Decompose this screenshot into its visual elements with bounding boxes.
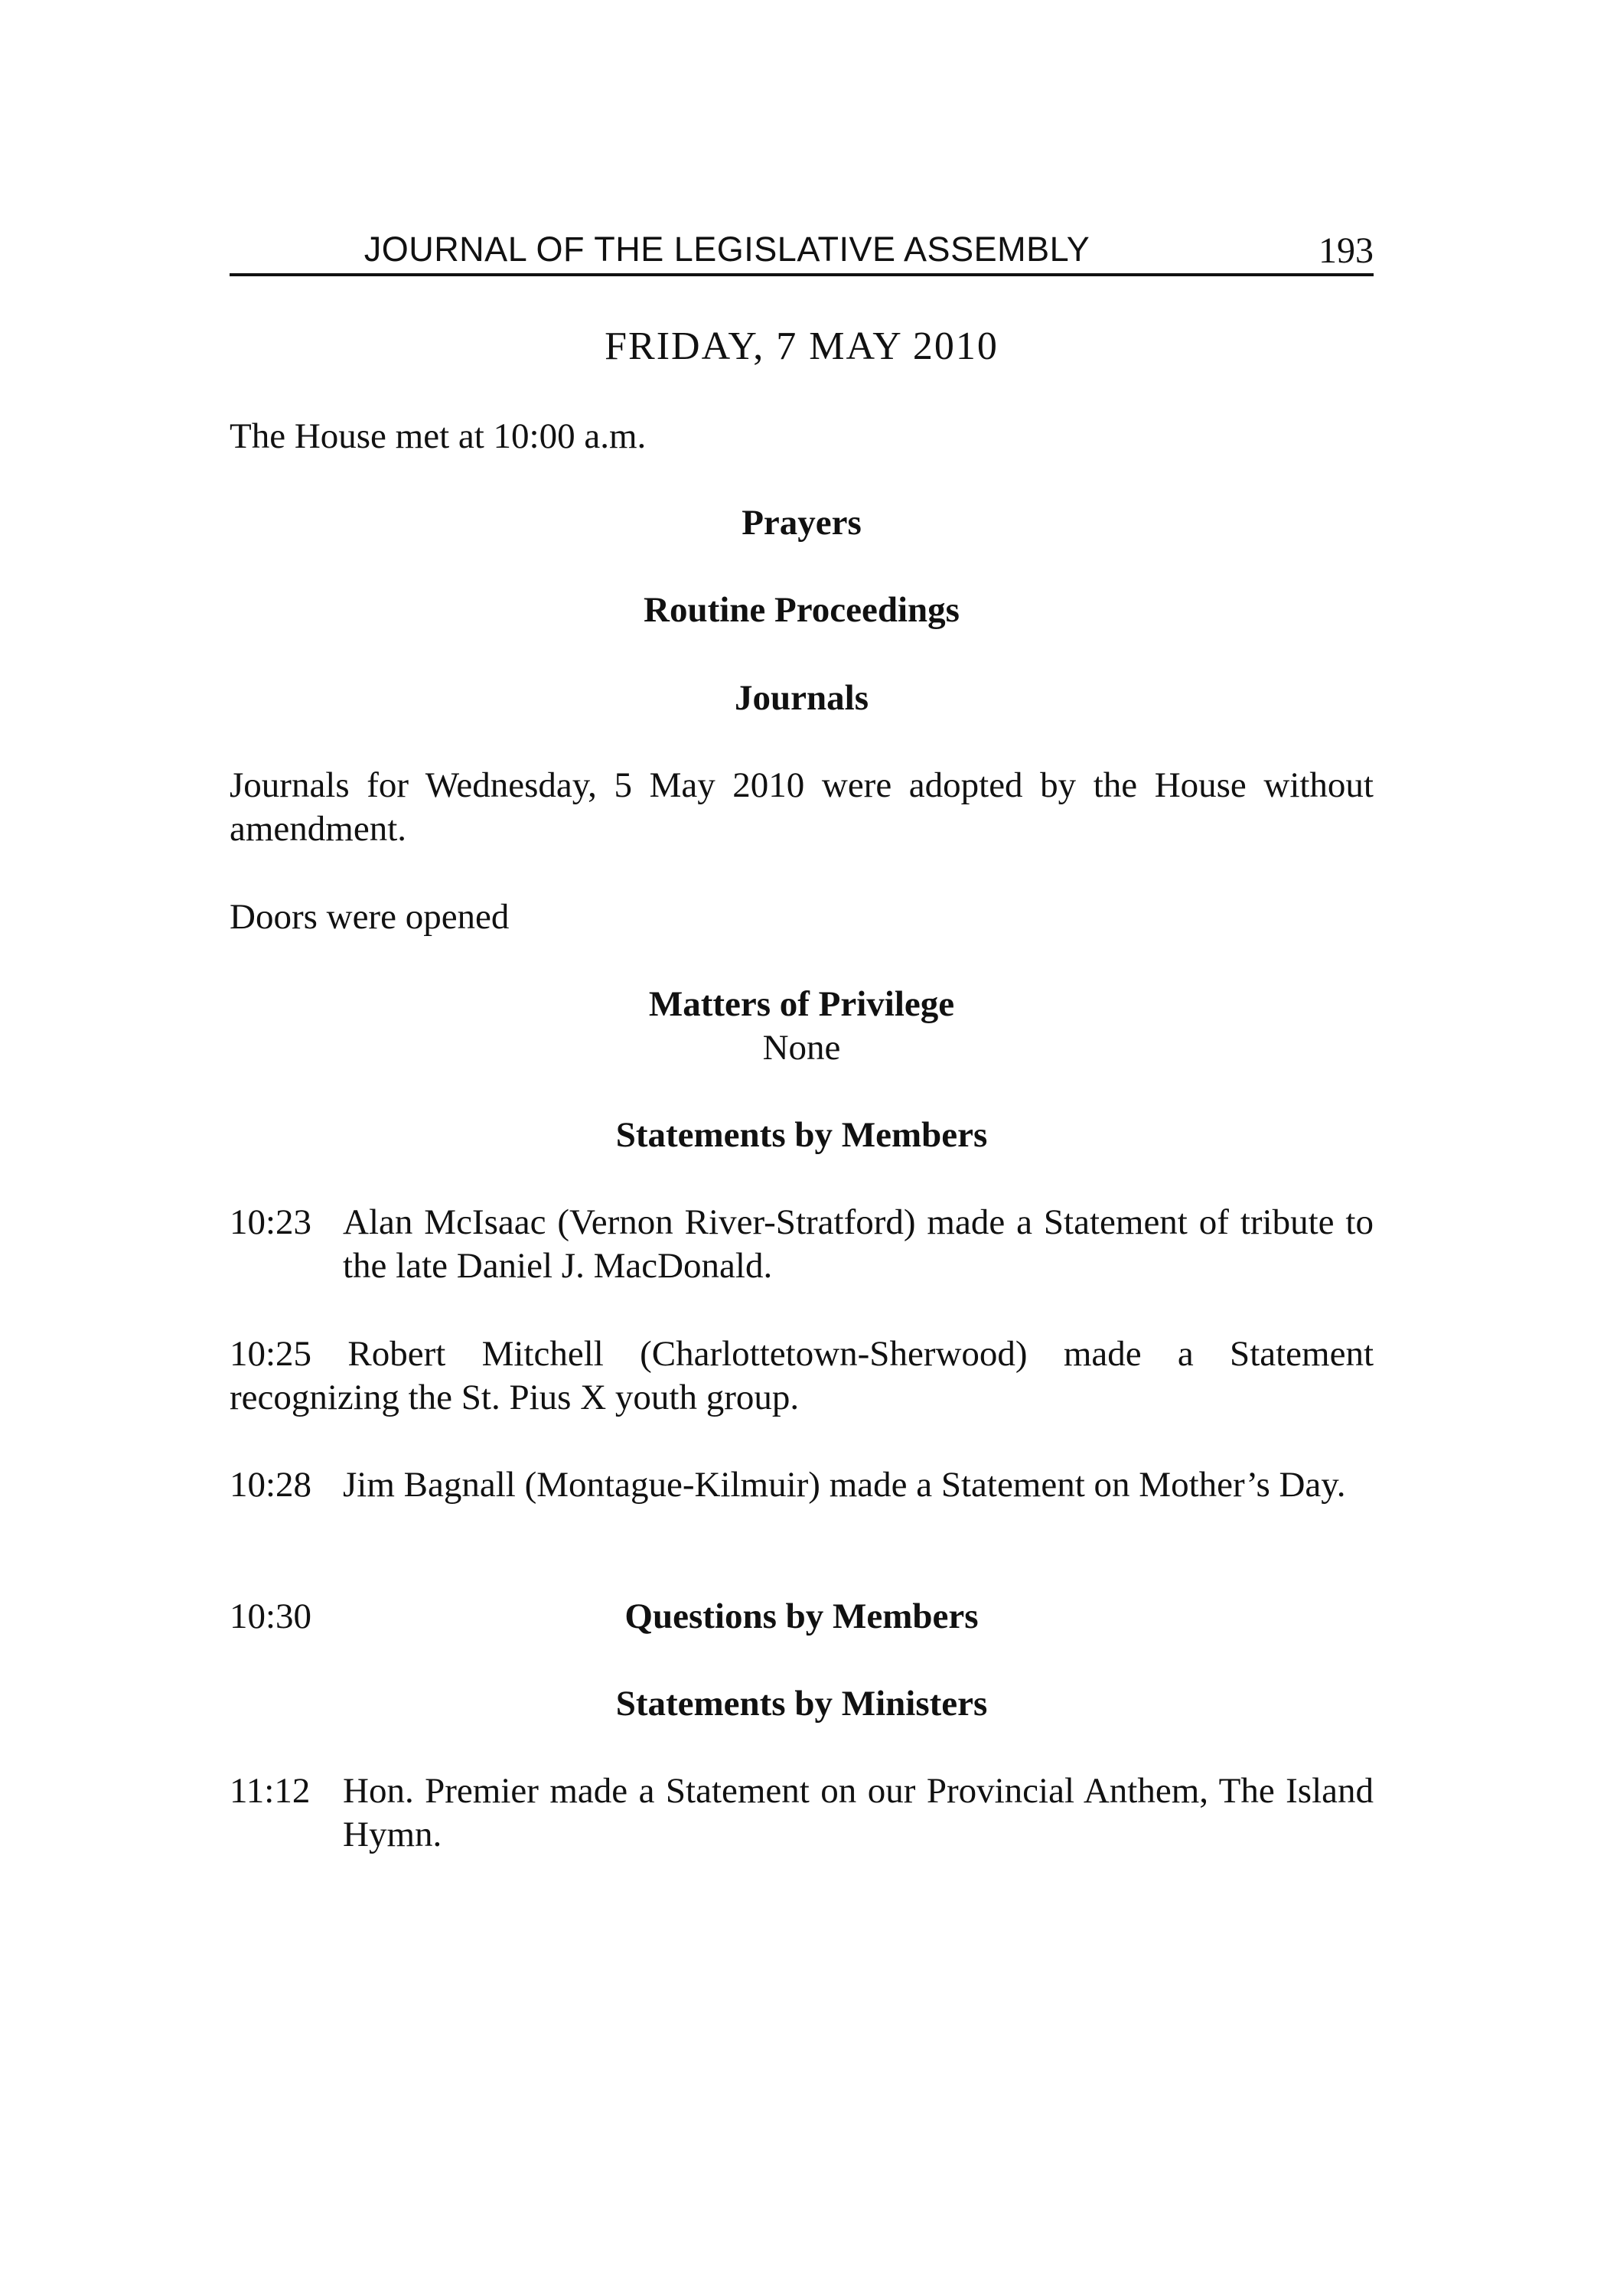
heading-statements-by-members: Statements by Members — [615, 1115, 988, 1155]
heading-prayers: Prayers — [742, 503, 862, 543]
heading-journals: Journals — [735, 678, 869, 718]
entry-time: 11:12 — [230, 1771, 311, 1811]
doors-paragraph: Doors were opened — [230, 897, 510, 937]
entry-time: 10:25 — [230, 1334, 348, 1374]
heading-questions-by-members: Questions by Members — [624, 1596, 979, 1636]
entry-text: Hon. Premier made a Statement on our Provincial Anthem, The Island Hymn. — [343, 1771, 1374, 1854]
questions-time: 10:30 — [230, 1596, 312, 1636]
journals-paragraph: Journals for Wednesday, 5 May 2010 were adopted by the House without amendment. — [230, 765, 1374, 849]
entry-text: Robert Mitchell (Charlottetown-Sherwood) made a Statement recognizing the St. Pius X youth group. — [230, 1334, 1374, 1417]
entry-time: 10:28 — [230, 1465, 312, 1505]
entry-time: 10:23 — [230, 1202, 312, 1242]
member-statement-entry — [230, 1332, 1374, 1420]
privilege-none: None — [762, 1028, 841, 1068]
heading-statements-by-ministers: Statements by Ministers — [615, 1684, 988, 1724]
entry-text: Jim Bagnall (Montague-Kilmuir) made a Statement on Mother’s Day. — [343, 1465, 1346, 1505]
page-number: 193 — [1319, 230, 1374, 271]
member-statement-entry — [230, 1201, 1374, 1288]
opening-line: The House met at 10:00 a.m. — [230, 416, 647, 456]
running-header-title: JOURNAL OF THE LEGISLATIVE ASSEMBLY — [363, 230, 1090, 269]
heading-matters-of-privilege: Matters of Privilege — [648, 984, 955, 1024]
entry-text: Alan McIsaac (Vernon River-Stratford) made a Statement of tribute to the late Daniel J. MacDonald. — [343, 1202, 1374, 1286]
heading-routine-proceedings: Routine Proceedings — [644, 590, 960, 630]
member-statement-entry — [230, 1463, 1374, 1507]
sitting-date-heading: FRIDAY, 7 MAY 2010 — [605, 325, 999, 368]
header-rule — [230, 273, 1374, 276]
minister-statement-entry — [230, 1769, 1374, 1857]
